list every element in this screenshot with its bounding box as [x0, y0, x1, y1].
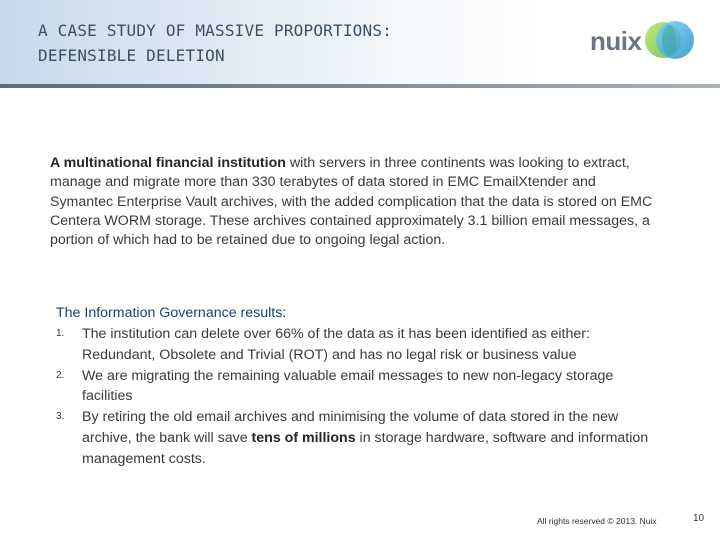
- result-item-3: [56, 407, 666, 469]
- result-number: 2.: [56, 369, 65, 381]
- result-item-2: [56, 366, 666, 408]
- result-text: We are migrating the remaining valuable email messages to new non-legacy storage facilities: [82, 367, 614, 405]
- slide-title-line-2: DEFENSIBLE DELETION: [38, 46, 225, 65]
- case-study-intro: [50, 154, 662, 250]
- result-item-1: [56, 324, 666, 366]
- nuix-circles-logo-icon: [644, 16, 698, 66]
- header-divider: [0, 84, 720, 88]
- result-text-bold: tens of millions: [251, 429, 356, 446]
- results-heading: The Information Governance results:: [56, 305, 287, 321]
- result-text-after: in storage hardware, software and information management costs.: [82, 429, 649, 467]
- page-number: 10: [693, 513, 705, 524]
- result-text: [82, 407, 666, 469]
- result-text: The institution can delete over 66% of the data as it has been identified as either: Redundant, Obsolete and Trivial (ROT) and has no legal risk or business value: [82, 326, 590, 363]
- result-text-before: By retiring the old email archives and minimising the volume of data stored in the new archive, the bank will save: [82, 409, 619, 446]
- intro-text: with servers in three continents was looking to extract, manage and migrate more than 330 terabytes of data stored in EMC EmailXtender and Symantec Enterprise Vault archives, with the added complication that the data is stored on EMC Centera WORM storage. These archives contained approximately 3.1 billion email messages, a portion of which had to be retained due to ongoing legal action.: [50, 155, 653, 249]
- results-section: [56, 304, 666, 470]
- intro-bold-lead: A multinational financial institution: [50, 155, 286, 171]
- slide-title: [38, 18, 558, 68]
- logo-wordmark: nuix: [590, 26, 642, 56]
- slide-title-line-1: A CASE STUDY OF MASSIVE PROPORTIONS:: [38, 21, 392, 40]
- result-number: 3.: [56, 411, 65, 423]
- result-number: 1.: [56, 328, 65, 339]
- footer-copyright: All rights reserved © 2013. Nuix: [537, 516, 657, 526]
- nuix-logo: [590, 20, 698, 64]
